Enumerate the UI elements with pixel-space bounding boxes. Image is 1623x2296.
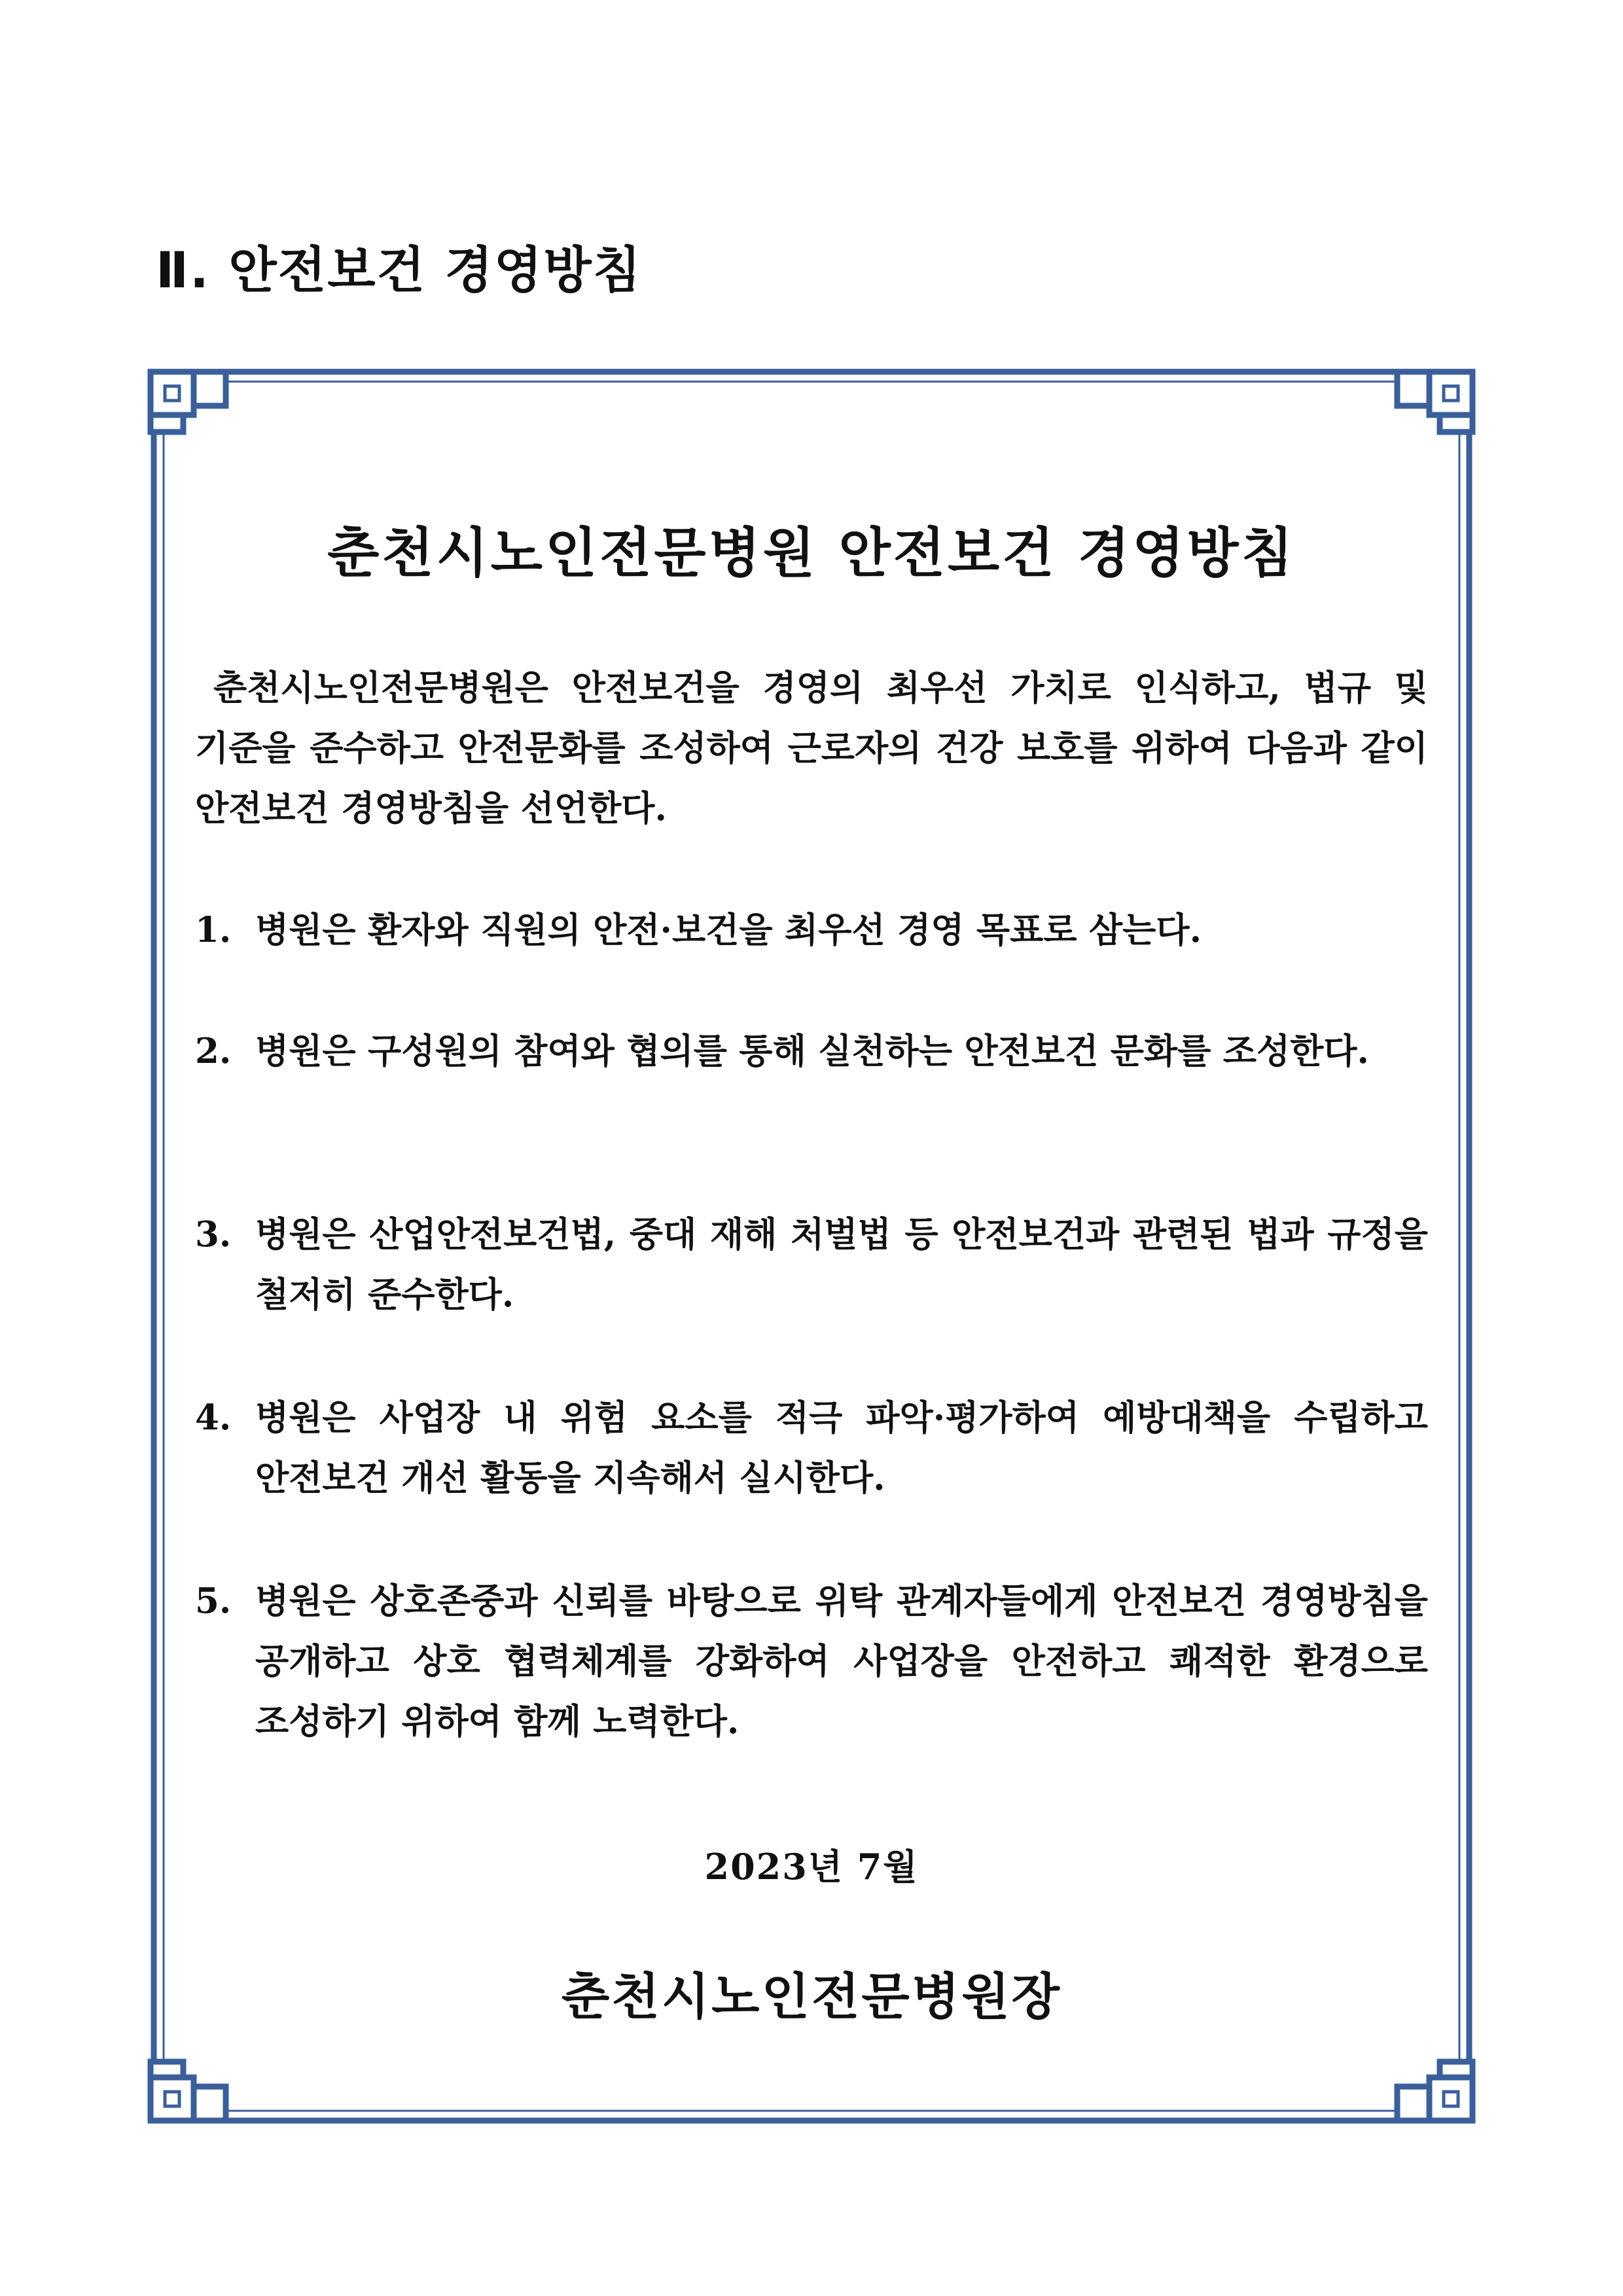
policy-item [195,1021,1428,1081]
signature-line: 춘천시노인전문병원장 [561,1967,1062,2026]
document-date: 2023년 7월 [704,1846,919,1888]
item-number: 3. [195,1214,232,1255]
item-text: 병원은 산업안전보건법, 중대 재해 처벌법 등 안전보건과 관련된 법과 규정을 철저히 준수한다. [255,1214,1428,1315]
item-number: 2. [195,1031,232,1071]
intro-paragraph: 춘천시노인전문병원은 안전보건을 경영의 최우선 가치로 인식하고, 법규 및 기준을 준수하고 안전문화를 조성하여 근로자의 건강 보호를 위하여 다음과 같이 안전보건 경영방침을 선언한다. [195,668,1428,829]
item-text: 병원은 상호존중과 신뢰를 바탕으로 위탁 관계자들에게 안전보건 경영방침을 공개하고 상호 협력체계를 강화하여 사업장을 안전하고 쾌적한 환경으로 조성하기 위하여 함께 노력한다. [255,1581,1428,1742]
policy-item [195,1388,1428,1508]
policy-item [195,1571,1428,1751]
policy-item [195,900,1428,960]
policy-item [195,1204,1428,1325]
document-title: 춘천시노인전문병원 안전보건 경영방침 [327,522,1296,584]
section-heading: Ⅱ. 안전보건 경영방침 [156,241,643,299]
item-text: 병원은 구성원의 참여와 협의를 통해 실천하는 안전보건 문화를 조성한다. [255,1031,1370,1071]
item-text: 병원은 사업장 내 위험 요소를 적극 파악·평가하여 예방대책을 수립하고 안전보건 개선 활동을 지속해서 실시한다. [255,1397,1428,1498]
item-number: 1. [195,910,232,950]
item-text: 병원은 환자와 직원의 안전·보건을 최우선 경영 목표로 삼는다. [255,910,1202,950]
item-number: 5. [195,1581,232,1621]
item-number: 4. [195,1397,232,1438]
